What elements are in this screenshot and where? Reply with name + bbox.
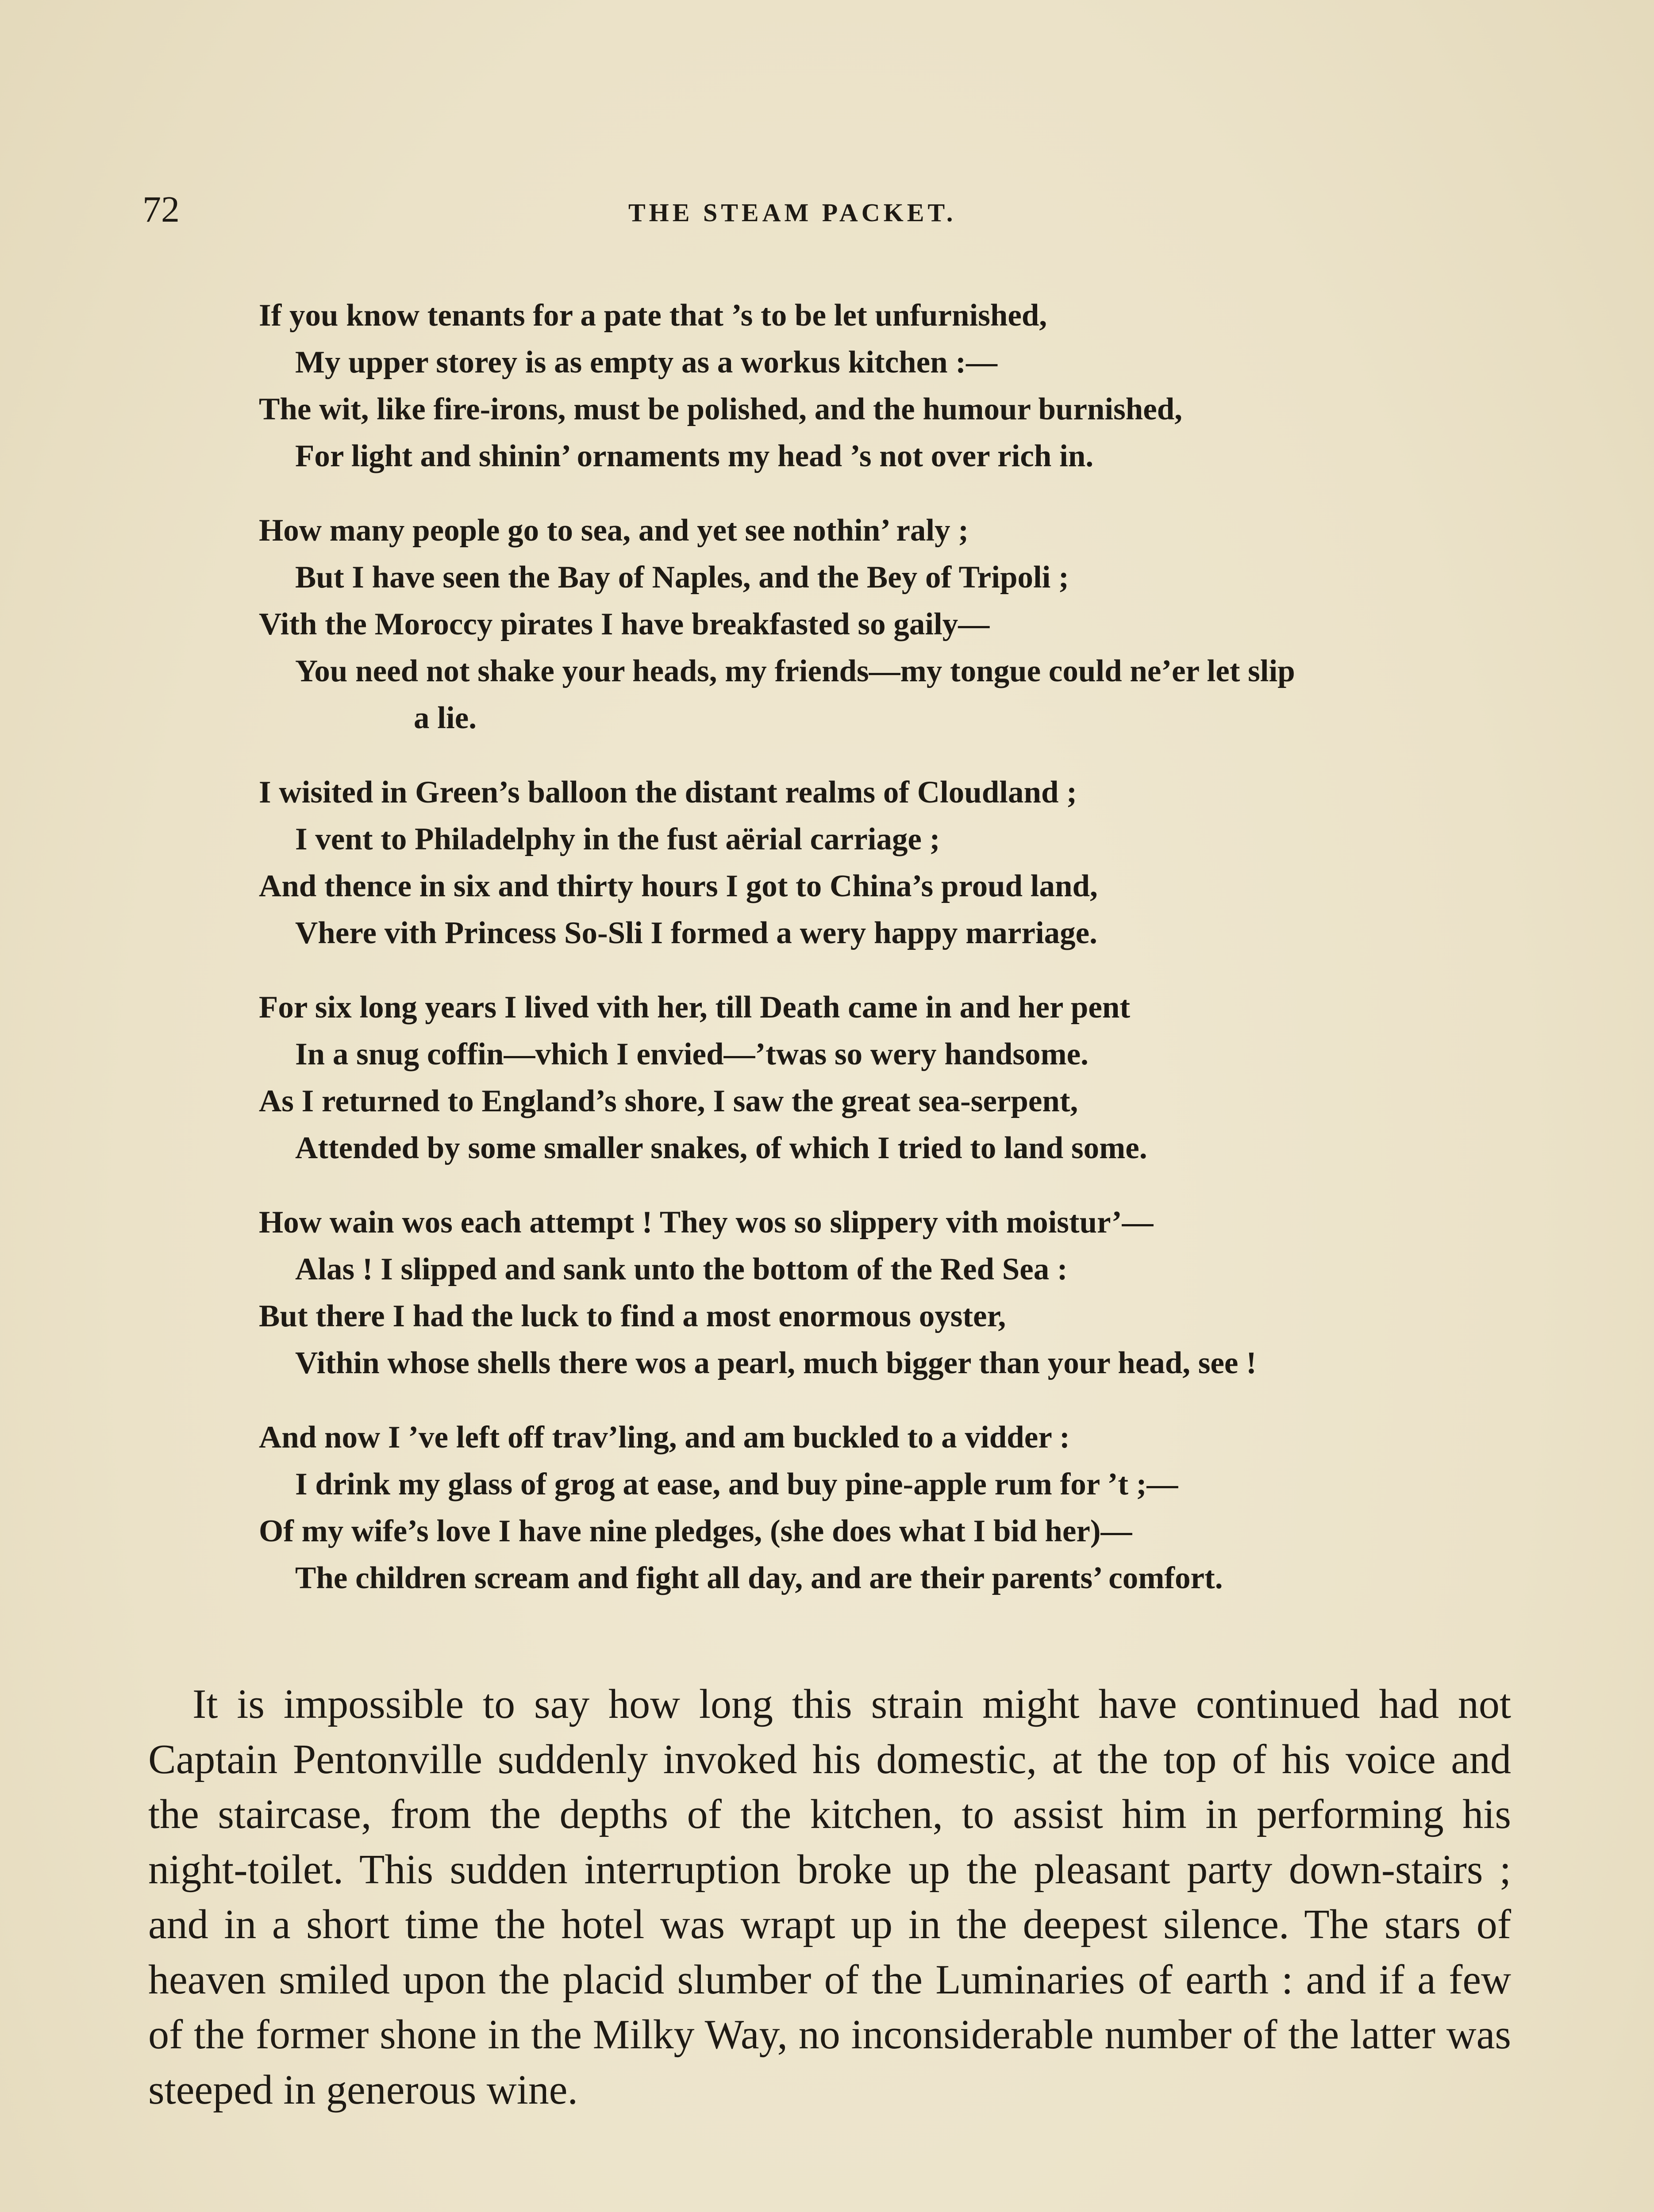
- poem-line: Attended by some smaller snakes, of which I tried to land some.: [295, 1131, 1147, 1165]
- poem-stanza: [259, 292, 1542, 480]
- poem-line: I drink my glass of grog at ease, and buy pine-apple rum for ’t ;—: [295, 1467, 1178, 1502]
- poem-line: As I returned to England’s shore, I saw the great sea-serpent,: [259, 1084, 1078, 1118]
- poem-line: The children scream and fight all day, and are their parents’ comfort.: [295, 1561, 1223, 1595]
- poem-stanza: [259, 1199, 1542, 1386]
- page-number: 72: [142, 189, 180, 230]
- poem-line: Alas ! I slipped and sank unto the bottom of the Red Sea :: [295, 1252, 1068, 1286]
- poem-stanza: [259, 984, 1542, 1171]
- poem-line: My upper storey is as empty as a workus kitchen :—: [295, 345, 998, 380]
- poem-line: For light and shinin’ ornaments my head ’s not over rich in.: [295, 439, 1094, 473]
- poem-line: Vhere vith Princess So-Sli I formed a wery happy marriage.: [295, 916, 1097, 950]
- poem-line: Vith the Moroccy pirates I have breakfasted so gaily—: [259, 607, 990, 641]
- poem-line: The wit, like fire-irons, must be polished, and the humour burnished,: [259, 392, 1183, 426]
- poem-stanza: [259, 507, 1542, 741]
- poem: [259, 292, 1542, 1629]
- poem-line: Of my wife’s love I have nine pledges, (she does what I bid her)—: [259, 1514, 1132, 1548]
- poem-line: a lie.: [414, 701, 477, 735]
- poem-line: For six long years I lived vith her, till Death came in and her pent: [259, 990, 1130, 1025]
- poem-line: I wisited in Green’s balloon the distant realms of Cloudland ;: [259, 775, 1077, 810]
- poem-line: And thence in six and thirty hours I got to China’s proud land,: [259, 869, 1098, 903]
- poem-line: If you know tenants for a pate that ’s to be let unfurnished,: [259, 298, 1047, 333]
- poem-line: And now I ’ve left off trav’ling, and am buckled to a vidder :: [259, 1420, 1070, 1455]
- poem-line: In a snug coffin—vhich I envied—’twas so wery handsome.: [295, 1037, 1089, 1071]
- prose-paragraph: It is impossible to say how long this strain might have continued had not Captain Pentonville suddenly invoked his domestic, at the top of his voice and the staircase, from the depths of the kitchen, to assist him in performing his night-toilet. This sudden interruption broke up the pleasant party down-stairs ; and in a short time the hotel was wrapt up in the deepest silence. The stars of heaven smiled upon the placid slumber of the Luminaries of earth : and if a few of the former shone in the Milky Way, no inconsiderable number of the latter was steeped in generous wine.: [148, 1681, 1511, 2113]
- running-title: THE STEAM PACKET.: [628, 198, 957, 227]
- poem-stanza: [259, 769, 1542, 956]
- poem-line: But I have seen the Bay of Naples, and the Bey of Tripoli ;: [295, 560, 1069, 595]
- poem-line: But there I had the luck to find a most enormous oyster,: [259, 1299, 1006, 1333]
- poem-line: How many people go to sea, and yet see nothin’ raly ;: [259, 513, 969, 548]
- poem-line: You need not shake your heads, my friends—my tongue could ne’er let slip: [295, 654, 1295, 688]
- poem-line: How wain wos each attempt ! They wos so slippery vith moistur’—: [259, 1205, 1154, 1240]
- poem-stanza: [259, 1414, 1542, 1601]
- poem-line: Vithin whose shells there wos a pearl, much bigger than your head, see !: [295, 1346, 1257, 1380]
- poem-line: I vent to Philadelphy in the fust aërial carriage ;: [295, 822, 940, 856]
